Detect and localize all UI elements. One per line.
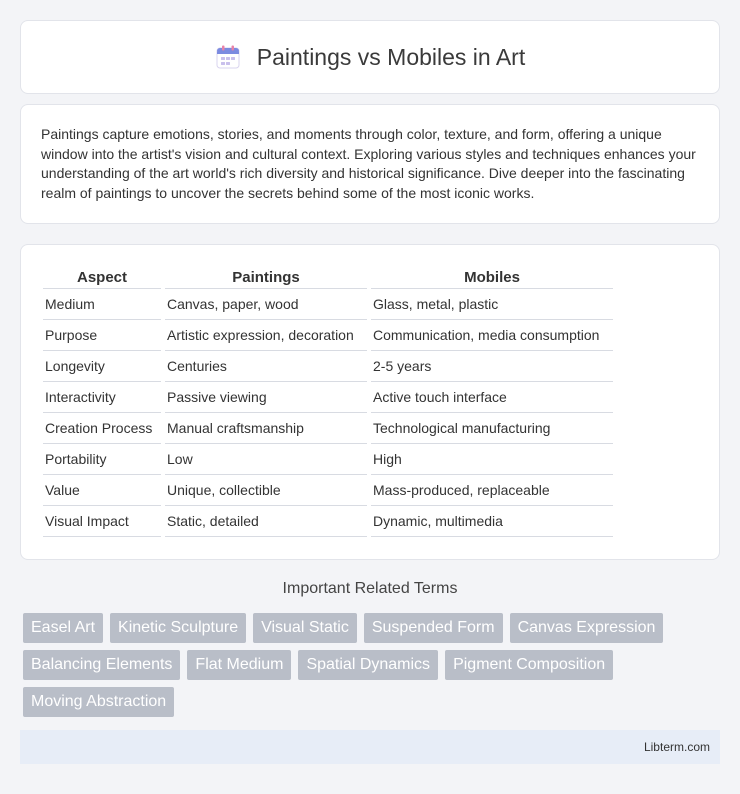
table-cell-aspect: Creation Process <box>43 413 161 444</box>
table-cell-mobiles: Active touch interface <box>371 382 613 413</box>
table-cell-paintings: Manual craftsmanship <box>165 413 367 444</box>
table-row <box>43 475 613 506</box>
table-cell-aspect: Interactivity <box>43 382 161 413</box>
column-header-paintings: Paintings <box>165 265 367 289</box>
table-cell-paintings: Artistic expression, decoration <box>165 320 367 351</box>
table-cell-mobiles: Dynamic, multimedia <box>371 506 613 537</box>
table-cell-aspect: Purpose <box>43 320 161 351</box>
table-cell-paintings: Static, detailed <box>165 506 367 537</box>
table-row <box>43 351 613 382</box>
calendar-icon <box>215 44 241 70</box>
related-terms-tags <box>23 613 723 717</box>
related-terms-title: Important Related Terms <box>282 580 458 597</box>
header-inner <box>215 44 525 71</box>
table-header-row <box>43 265 613 289</box>
intro-text: Paintings capture emotions, stories, and moments through color, texture, and form, offering a unique window into the artist's vision and cultural context. Exploring various styles and techniques enhances your understanding of the art world's rich diversity and historical significance. Dive deeper into the fascinating realm of paintings to uncover the secrets behind some of the most iconic works. <box>41 126 696 201</box>
comparison-table <box>39 265 617 537</box>
footer-link[interactable]: Libterm.com <box>643 740 710 754</box>
page-title: Paintings vs Mobiles in Art <box>256 43 526 70</box>
table-cell-mobiles: Technological manufacturing <box>371 413 613 444</box>
table-row <box>43 506 613 537</box>
tag-kinetic-sculpture[interactable]: Kinetic Sculpture <box>110 613 246 643</box>
table-cell-mobiles: High <box>371 444 613 475</box>
table-cell-mobiles: Communication, media consumption <box>371 320 613 351</box>
table-row <box>43 320 613 351</box>
header-card <box>20 20 720 94</box>
tag-moving-abstraction[interactable]: Moving Abstraction <box>23 687 174 717</box>
table-cell-aspect: Visual Impact <box>43 506 161 537</box>
table-cell-paintings: Passive viewing <box>165 382 367 413</box>
tag-canvas-expression[interactable]: Canvas Expression <box>510 613 664 643</box>
tag-spatial-dynamics[interactable]: Spatial Dynamics <box>298 650 438 680</box>
table-cell-aspect: Longevity <box>43 351 161 382</box>
table-cell-paintings: Centuries <box>165 351 367 382</box>
table-cell-aspect: Portability <box>43 444 161 475</box>
column-header-mobiles: Mobiles <box>371 265 613 289</box>
tag-easel-art[interactable]: Easel Art <box>23 613 103 643</box>
table-cell-paintings: Low <box>165 444 367 475</box>
tag-visual-static[interactable]: Visual Static <box>253 613 357 643</box>
tag-balancing-elements[interactable]: Balancing Elements <box>23 650 180 680</box>
table-row <box>43 413 613 444</box>
table-cell-aspect: Medium <box>43 289 161 320</box>
footer <box>20 730 720 764</box>
table-cell-paintings: Unique, collectible <box>165 475 367 506</box>
table-row <box>43 444 613 475</box>
table-cell-mobiles: 2-5 years <box>371 351 613 382</box>
table-cell-mobiles: Mass-produced, replaceable <box>371 475 613 506</box>
table-row <box>43 382 613 413</box>
column-header-aspect: Aspect <box>43 265 161 289</box>
intro-card <box>20 104 720 224</box>
tag-pigment-composition[interactable]: Pigment Composition <box>445 650 613 680</box>
table-cell-mobiles: Glass, metal, plastic <box>371 289 613 320</box>
tag-flat-medium[interactable]: Flat Medium <box>187 650 291 680</box>
table-cell-paintings: Canvas, paper, wood <box>165 289 367 320</box>
table-row <box>43 289 613 320</box>
tag-suspended-form[interactable]: Suspended Form <box>364 613 503 643</box>
comparison-table-card <box>20 244 720 560</box>
table-cell-aspect: Value <box>43 475 161 506</box>
